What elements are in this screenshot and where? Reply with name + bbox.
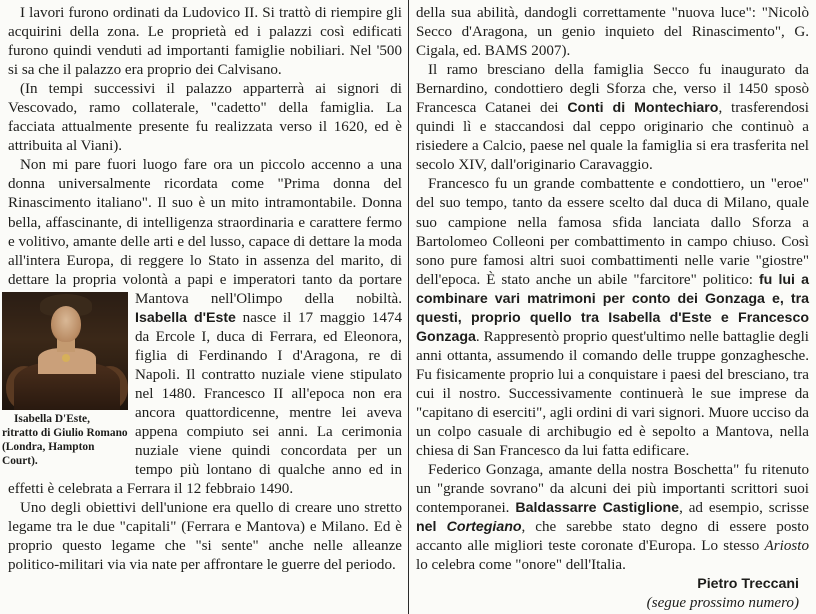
paragraph: I lavori furono ordinati da Ludovico II. Si trattò di riempire gli acquirini della zona. Le proprietà ed i palazzi così edificati furono quindi venduti ad importanti famiglie nobiliari. Nel '500 si sa che il palazzo era proprio dei Calvisano. [8, 5, 402, 79]
paragraph [416, 175, 809, 461]
paragraph-text: nasce il 17 maggio 1474 da Ercole I, duca di Ferrara, ed Eleonora, figlia di Ferdinando I d'Aragona, re di Napoli. Il contratto nuziale viene stipulato nel 1480. Francesco II all'epoca non era ancora quattordicenne, mentre lei aveva appena compiuto sei anni. La cerimonia nuziale viene quindi concordata per un tempo più lontano di qualche anno ed in effetti è celebrata a Ferrara il 12 febbraio 1490. [8, 309, 402, 498]
paragraph [416, 461, 809, 575]
paragraph-text: . Rappresentò proprio quest'ultimo nelle battaglie degli anni ottanta, assumendo il comando delle truppe gonzaghesche. Fu fisicamente proprio lui a conquistare i paesi del bresciano, tra cui il nostro. Successivamente continuerà le sue imprese da "capitano di eserciti", agli ordini di vari signori. Muore ucciso da un colpo casuale di archibugio ed è sepolto a Mantova, nella chiesa di San Francesco da lui fatta edificare. [416, 328, 809, 460]
right-column [416, 4, 809, 614]
paragraph-text: Non mi pare fuori luogo fare ora un piccolo accenno a una donna universalmente ricordata come "Prima donna del Rinascimento italiano". Il suo è un mito intramontabile. Donna bella, affascinante, di intelligenza straordinaria e carattere fermo e volitivo, amante delle arti e del lusso, capace di dettare la moda all'intera Europa, di reggere lo Stato in assenza del marito, di dettare la propria volontà a papi e imperatori tanto da portare Mantova nell'Olimpo della nobiltà. [8, 157, 402, 307]
bold-text: fu lui a combinare vari matrimoni per conto dei Gonzaga e, tra questi, proprio quello tra Isabella d'Este e Francesco Gonzaga [416, 271, 810, 345]
paragraph: (In tempi successivi il palazzo apparterrà ai signori di Vescovado, ramo collaterale, "cadetto" della famiglia. La facciata attualmente presente fu realizzata verso il 1620, ed è attribuita al Viani). [8, 81, 402, 155]
paragraph: Uno degli obiettivi dell'unione era quello di creare uno stretto legame tra le due "capitali" (Ferrara e Mantova) e Milano. Ed è proprio questo legame che "si sente" anche nelle alleanze politico-militari via via nate per affrontare le guerre del periodo. [8, 500, 402, 574]
portrait-figure [0, 290, 128, 468]
column-divider [408, 0, 409, 614]
paragraph-text: Il ramo bresciano della famiglia Secco fu inaugurato da Bernardino, condottiero degli Sforza che, verso il 1450 sposò Francesca Catanei dei [416, 62, 809, 117]
paragraph [2, 156, 402, 499]
paragraph: della sua abilità, dandogli correttamente "nuova luce": "Nicolò Secco d'Aragona, un genio inquieto del Rinascimento", G. Cigala, ed. BAMS 2007). [416, 5, 809, 60]
paragraph-text: Francesco fu un grande combattente e condottiero, un "eroe" del suo tempo, tanto da essere scelto dal duca di Milano, quale suo campione nella famosa sfida lanciata dallo Sforza a Bartolomeo Colleoni per combattimento in campo chiuso. Così sono pure famosi altri suoi combattimenti nelle varie "giostre" dell'epoca. È stato anche un abile "farcitore" politico: [416, 176, 809, 288]
bold-name: Baldassarre Castiglione [515, 500, 680, 517]
paragraph-text: lo celebra come "onore" dell'Italia. [416, 557, 626, 574]
bold-italic-title: Cortegiano [446, 519, 522, 536]
bold-text: nel [416, 519, 447, 536]
left-column [2, 4, 402, 575]
author-signature: Pietro Treccani [697, 576, 799, 593]
italic-name: Ariosto [764, 538, 809, 555]
paragraph-text: , trasferendosi quindi lì e staccandosi dal ceppo originario che continuò a risiedere a Calcio, paese nel quale la famiglia si era trasferita nel secolo XIV, dall'originario Caravaggio. [416, 100, 810, 174]
paragraph-text: Federico Gonzaga, amante della nostra Boschetta" fu ritenuto un "grande sovrano" da alcuni dei più importanti scrittori suoi contemporanei. [416, 462, 809, 517]
bold-text: Conti di Montechiaro [567, 100, 719, 117]
paragraph-text: , che sarebbe stato degno di essere posto accanto alle migliori teste coronate d'Europa. Lo stesso [416, 519, 809, 555]
paragraph-text: , ad esempio, scrisse [679, 500, 810, 517]
continued-note: (segue prossimo numero) [646, 595, 799, 612]
isabella-portrait-image [2, 292, 128, 410]
figure-caption: Isabella D'Este, ritratto di Giulio Romano (Londra, Hampton Court). [2, 412, 128, 467]
paragraph [416, 61, 809, 175]
bold-name: Isabella d'Este [135, 309, 236, 326]
